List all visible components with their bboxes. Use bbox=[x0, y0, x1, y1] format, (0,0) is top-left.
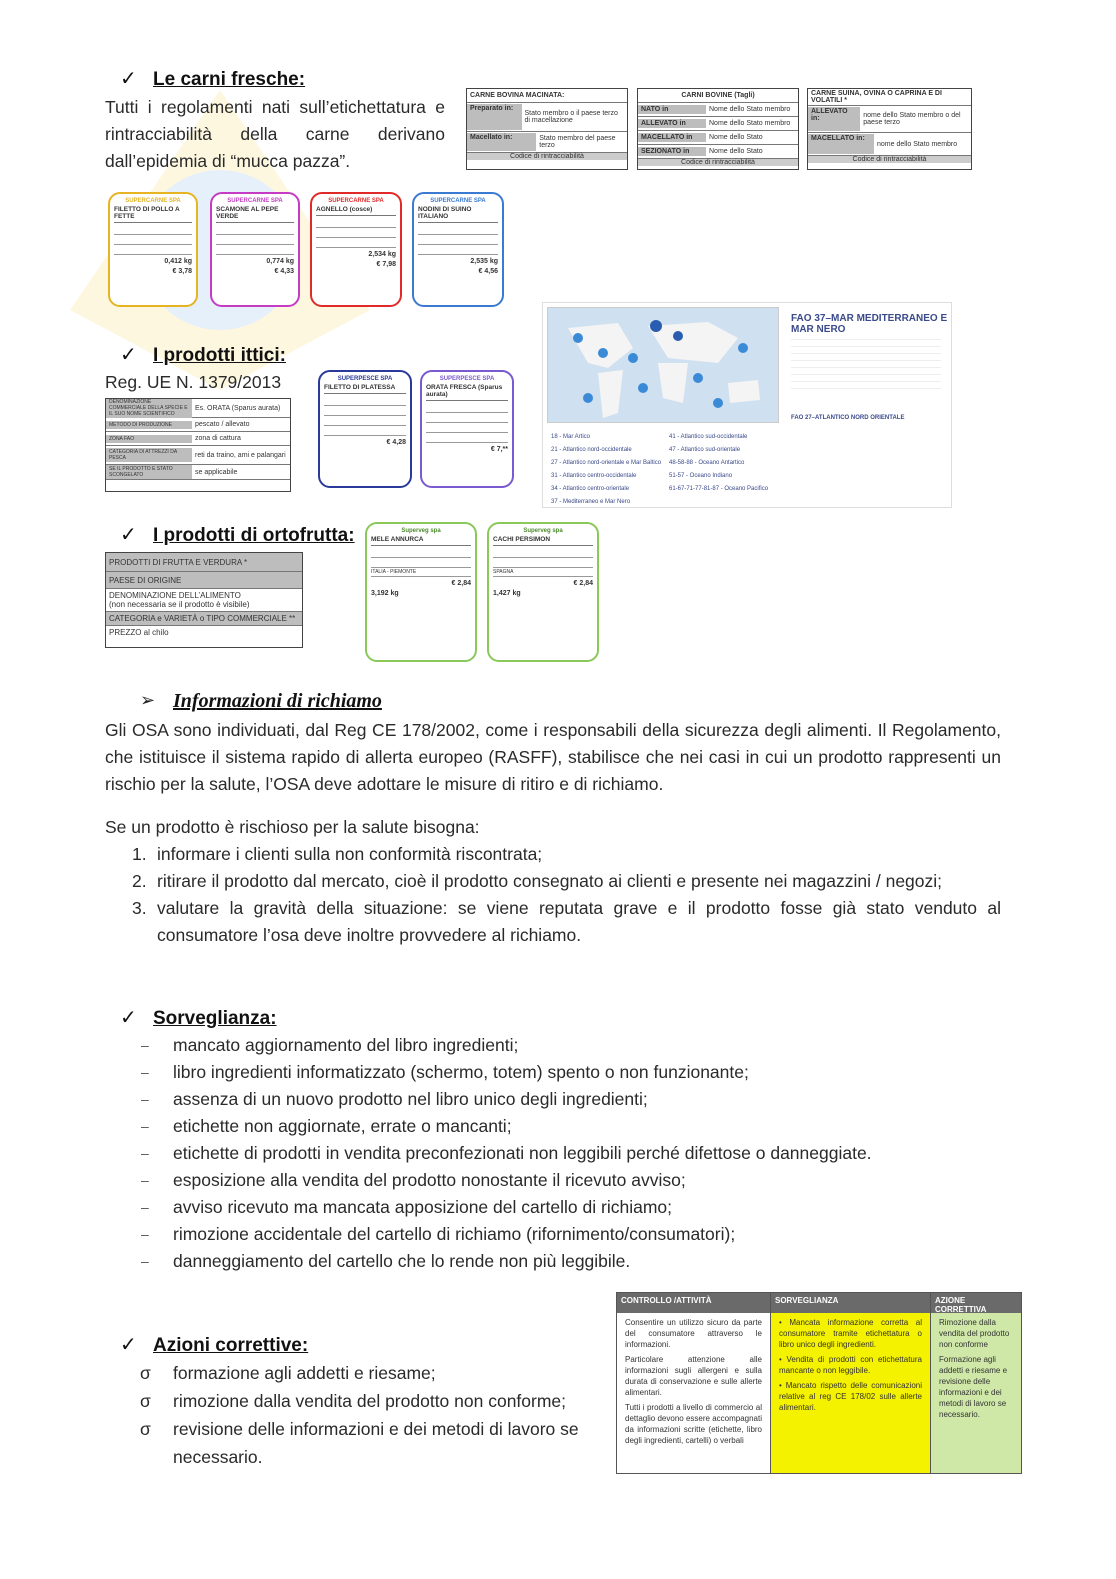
table-cell: ALLEVATO in: bbox=[808, 107, 860, 131]
list-item: – danneggiamento del cartello che lo rende non più leggibile. bbox=[105, 1248, 1005, 1275]
ittici-card-1 bbox=[318, 370, 412, 488]
carne-card-1 bbox=[108, 192, 198, 307]
table-cell: Macellato in: bbox=[467, 133, 536, 151]
list-item bbox=[105, 868, 1001, 895]
card-product: FILETTO DI POLLO A FETTE bbox=[114, 206, 192, 223]
card-brand: SUPERPESCE SPA bbox=[439, 376, 495, 382]
legend-item: 31 - Atlantico centro-occidentale bbox=[551, 473, 637, 479]
list-item: – etichette di prodotti in vendita preconfezionati non leggibili perché difettose o danneggiate. bbox=[105, 1140, 1005, 1167]
table-cell: Preparato in: bbox=[467, 104, 522, 130]
column-header: AZIONE CORRETTIVA bbox=[931, 1293, 1021, 1313]
table-cell: CATEGORIA e VARIETÀ o TIPO COMMERCIALE ** bbox=[109, 614, 296, 623]
table-title: CARNE SUINA, OVINA O CAPRINA E DI VOLATILI * bbox=[811, 90, 942, 104]
heading-carni: Le carni fresche: bbox=[153, 69, 306, 90]
table-cell: CATEGORIA DI ATTREZZI DA PESCA bbox=[106, 448, 192, 462]
card-origin: SPAGNA bbox=[493, 568, 593, 577]
legend-item: 51-57 - Oceano Indiano bbox=[669, 473, 733, 479]
cell-text: Consentire un utilizzo sicuro da parte del consumatore attraverso le informazioni. bbox=[625, 1318, 762, 1349]
card-brand: SUPERPESCE SPA bbox=[337, 376, 393, 382]
card-product: FILETTO DI PLATESSA bbox=[324, 384, 406, 394]
list-item: – assenza di un nuovo prodotto nel libro unico degli ingredienti; bbox=[105, 1086, 1005, 1113]
heading-richiamo: Informazioni di richiamo bbox=[173, 690, 382, 712]
card-product: MELE ANNURCA bbox=[371, 536, 471, 546]
carne-card-3 bbox=[310, 192, 402, 307]
legend-item: 27 - Atlantico nord-orientale e Mar Baltico bbox=[551, 460, 662, 466]
card-weight: 0,412 kg bbox=[164, 258, 192, 265]
legend-item: 21 - Atlantico nord-occidentale bbox=[551, 447, 632, 453]
arrow-bullet-icon: ➢ bbox=[140, 690, 156, 710]
carni-text: Tutti i regolamenti nati sull’etichettatura e rintracciabilità della carne derivano dall’epidemia di “mucca pazza”. bbox=[105, 97, 445, 171]
card-weight: 1,427 kg bbox=[493, 590, 521, 597]
item-text: rimozione dalla vendita del prodotto non conforme; bbox=[173, 1391, 567, 1411]
cell-text: Tutti i prodotti a livello di commercio al dettaglio devono essere accompagnati da informazioni scritte (etichette, libro degli ingredienti, cartelli) o verbali bbox=[625, 1403, 762, 1445]
card-brand: SUPERCARNE SPA bbox=[227, 198, 283, 204]
ittici-subtitle: Reg. UE N. 1379/2013 bbox=[105, 372, 282, 392]
card-weight: 0,774 kg bbox=[266, 258, 294, 265]
table-cell: METODO DI PRODUZIONE bbox=[106, 421, 192, 429]
card-brand: Superveg spa bbox=[523, 528, 563, 534]
sigma-bullet: σ bbox=[140, 1391, 151, 1411]
cell-text: Particolare attenzione alle informazioni sugli allergeni e sulla durata di conservazione e sulle allerte alimentari. bbox=[625, 1355, 762, 1397]
step-number: 1. bbox=[132, 844, 147, 864]
control-table bbox=[616, 1292, 1022, 1474]
carne-card-2 bbox=[210, 192, 300, 307]
item-text: formazione agli addetti e riesame; bbox=[173, 1363, 436, 1383]
card-brand: Superveg spa bbox=[401, 528, 441, 534]
list-item bbox=[105, 1359, 600, 1387]
table-footer: Codice di rintracciabilità bbox=[638, 159, 798, 166]
column-header: SORVEGLIANZA bbox=[771, 1293, 930, 1313]
card-weight: 2,534 kg bbox=[368, 251, 396, 258]
fao-title: FAO 37–MAR MEDITERRANEO E MAR NERO bbox=[791, 313, 948, 335]
card-product: SCAMONE AL PEPE VERDE bbox=[216, 206, 294, 223]
table-cell: ALLEVATO in bbox=[638, 119, 706, 128]
richiamo-steps bbox=[105, 841, 1001, 949]
check-icon: ✓ bbox=[120, 524, 137, 546]
table-footer: Codice di rintracciabilità bbox=[467, 153, 627, 160]
step-text: valutare la gravità della situazione: se viene reputata grave e il prodotto fosse già stato venduto al consumatore l’osa deve inoltre provvedere al richiamo. bbox=[157, 898, 1001, 945]
table-cell: SEZIONATO in bbox=[638, 147, 706, 156]
card-weight: 3,192 kg bbox=[371, 590, 399, 597]
list-item: – avviso ricevuto ma mancata apposizione del cartello di richiamo; bbox=[105, 1194, 1005, 1221]
heading-sorveglianza: Sorveglianza: bbox=[153, 1008, 277, 1029]
card-product: CACHI PERSIMON bbox=[493, 536, 593, 546]
card-price: € 4,33 bbox=[274, 268, 294, 275]
list-item bbox=[105, 841, 1001, 868]
table-cell: PAESE DI ORIGINE bbox=[109, 575, 182, 585]
list-item bbox=[105, 1387, 600, 1415]
list-item bbox=[105, 1415, 600, 1471]
check-icon: ✓ bbox=[120, 1334, 137, 1356]
list-item: – libro ingredienti informatizzato (schermo, totem) spento o non funzionante; bbox=[105, 1059, 1005, 1086]
legend-item: 41 - Atlantico sud-occidentale bbox=[669, 434, 748, 440]
card-brand: SUPERCARNE SPA bbox=[430, 198, 486, 204]
card-price: € 2,84 bbox=[451, 580, 471, 587]
step-text: informare i clienti sulla non conformità riscontrata; bbox=[157, 844, 543, 864]
fao-legend-left bbox=[551, 431, 661, 509]
sigma-bullet: σ bbox=[140, 1363, 151, 1383]
cell-text: • Mancato rispetto delle comunicazioni relative al reg CE 178/02 sulle allerte alimentari. bbox=[779, 1381, 922, 1412]
carne-table-suina: CARNE SUINA, OVINA O CAPRINA E DI VOLATILI * ALLEVATO in: nome dello Stato membro o del paese terzo MACELLATO in: nome dello Stato membro Codice di rintracciabilità bbox=[807, 88, 972, 170]
heading-ortofrutta: I prodotti di ortofrutta: bbox=[153, 525, 355, 546]
list-item: – mancato aggiornamento del libro ingredienti; bbox=[105, 1032, 1005, 1059]
card-price: € 2,84 bbox=[573, 580, 593, 587]
ittici-table: DENOMINAZIONE COMMERCIALE DELLA SPECIE E IL SUO NOME SCIENTIFICO Es. ORATA (Sparus aurata) METODO DI PRODUZIONE pescato / allevato ZONA FAO zona di cattura CATEGORIA DI ATTREZZI DA PESCA reti da traino, ami e palangari SE IL PRODOTTO E STATO SCONGELATO se applicabile bbox=[105, 398, 291, 492]
card-origin: ITALIA - PIEMONTE bbox=[371, 568, 471, 577]
control-col-1 bbox=[617, 1293, 771, 1473]
check-icon: ✓ bbox=[120, 344, 137, 366]
card-price: € 4,28 bbox=[386, 439, 406, 446]
control-col-3 bbox=[931, 1293, 1021, 1473]
table-cell: ZONA FAO bbox=[106, 435, 192, 443]
richiamo-para2: Se un prodotto è rischioso per la salute bisogna: bbox=[105, 817, 480, 837]
cell-text: • Vendita di prodotti con etichettatura mancante o non leggibile. bbox=[779, 1355, 922, 1375]
fao-figure bbox=[542, 302, 952, 508]
table-footer: Codice di rintracciabilità bbox=[808, 156, 971, 163]
table-cell: SE IL PRODOTTO E STATO SCONGELATO bbox=[106, 465, 192, 479]
table-cell: MACELLATO in: bbox=[808, 134, 874, 154]
fao-legend-right bbox=[669, 431, 768, 496]
heading-ittici: I prodotti ittici: bbox=[153, 345, 286, 366]
heading-azioni: Azioni correttive: bbox=[153, 1335, 309, 1356]
card-weight: 2,535 kg bbox=[470, 258, 498, 265]
legend-item: 37 - Mediterraneo e Mar Nero bbox=[551, 499, 631, 505]
step-text: ritirare il prodotto dal mercato, cioè il prodotto consegnato ai clienti e presente nei magazzini / negozi; bbox=[157, 871, 943, 891]
fao-subtitle: FAO 27–ATLANTICO NORD ORIENTALE bbox=[791, 415, 905, 421]
card-price: € 4,56 bbox=[478, 268, 498, 275]
orto-card-2 bbox=[487, 522, 599, 662]
card-product: ORATA FRESCA (Sparus aurata) bbox=[426, 384, 508, 401]
sigma-bullet: σ bbox=[140, 1419, 151, 1439]
check-icon: ✓ bbox=[120, 1007, 137, 1029]
card-price: € 3,78 bbox=[172, 268, 192, 275]
fao-37-list bbox=[791, 333, 941, 403]
control-col-2 bbox=[771, 1293, 931, 1473]
list-item: – etichette non aggiornate, errate o mancanti; bbox=[105, 1113, 1005, 1140]
card-brand: SUPERCARNE SPA bbox=[125, 198, 181, 204]
card-product: NODINI DI SUINO ITALIANO bbox=[418, 206, 498, 223]
azioni-list bbox=[105, 1359, 600, 1471]
carne-card-4 bbox=[412, 192, 504, 307]
legend-item: 18 - Mar Artico bbox=[551, 434, 591, 440]
table-cell: DENOMINAZIONE DELL’ALIMENTO bbox=[109, 591, 241, 600]
sorveglianza-list bbox=[105, 1032, 1005, 1275]
legend-item: 48-58-88 - Oceano Antartico bbox=[669, 460, 745, 466]
card-price: € 7,98 bbox=[376, 261, 396, 268]
card-product: AGNELLO (cosce) bbox=[316, 206, 396, 216]
carne-table-macinata: CARNE BOVINA MACINATA: Preparato in: Stato membro o il paese terzo di macellazione Macellato in: Stato membro del paese terzo Codice di rintracciabilità bbox=[466, 88, 628, 170]
list-item: – rimozione accidentale del cartello di richiamo (rifornimento/consumatori); bbox=[105, 1221, 1005, 1248]
table-title: CARNE BOVINA MACINATA: bbox=[470, 92, 565, 99]
table-cell: PREZZO al chilo bbox=[109, 628, 169, 637]
column-header: CONTROLLO /ATTIVITÀ bbox=[617, 1293, 770, 1313]
list-item: – esposizione alla vendita del prodotto nonostante il ricevuto avviso; bbox=[105, 1167, 1005, 1194]
table-title: CARNI BOVINE (Tagli) bbox=[681, 92, 755, 99]
table-cell: PRODOTTI DI FRUTTA E VERDURA * bbox=[109, 557, 248, 567]
list-item bbox=[105, 895, 1001, 949]
card-price: € 7,** bbox=[490, 446, 508, 453]
ittici-card-2 bbox=[420, 370, 514, 488]
step-number: 3. bbox=[132, 898, 147, 918]
orto-card-1 bbox=[365, 522, 477, 662]
fao-world-map bbox=[547, 307, 779, 423]
item-text: revisione delle informazioni e dei metodi di lavoro se necessario. bbox=[173, 1419, 579, 1467]
legend-item: 34 - Atlantico centro-orientale bbox=[551, 486, 630, 492]
card-brand: SUPERCARNE SPA bbox=[328, 198, 384, 204]
orto-table bbox=[105, 552, 303, 648]
cell-text: Rimozione dalla vendita del prodotto non conforme bbox=[939, 1318, 1010, 1349]
table-cell: DENOMINAZIONE COMMERCIALE DELLA SPECIE E IL SUO NOME SCIENTIFICO bbox=[106, 398, 192, 418]
cell-text: Formazione agli addetti e riesame e revisione delle informazioni e dei metodi di lavoro se necessario. bbox=[939, 1355, 1008, 1419]
table-cell: NATO in bbox=[638, 105, 706, 114]
check-icon: ✓ bbox=[120, 68, 137, 90]
step-number: 2. bbox=[132, 871, 147, 891]
table-cell: (non necessaria se il prodotto è visibile) bbox=[109, 600, 250, 609]
table-cell: MACELLATO in bbox=[638, 133, 706, 142]
richiamo-para1: Gli OSA sono individuati, dal Reg CE 178/2002, come i responsabili della sicurezza degli alimenti. Il Regolamento, che istituisce il sistema rapido di allerta europeo (RASFF), stabilisce che nei casi in cui un prodotto rappresenti un rischio per la salute, l’OSA deve adottare le misure di ritiro e di richiamo. bbox=[105, 720, 1001, 794]
legend-item: 47 - Atlantico sud-orientale bbox=[669, 447, 741, 453]
legend-item: 61-67-71-77-81-87 - Oceano Pacifico bbox=[669, 486, 769, 492]
cell-text: • Mancata informazione corretta al consumatore tramite etichettatura o libro unico degli ingredienti. bbox=[779, 1318, 922, 1349]
carne-table-tagli: CARNI BOVINE (Tagli) NATO in Nome dello Stato membro ALLEVATO in Nome dello Stato membro MACELLATO in Nome dello Stato SEZIONATO in Nome dello Stato Codice di rintracciabilità bbox=[637, 88, 799, 170]
